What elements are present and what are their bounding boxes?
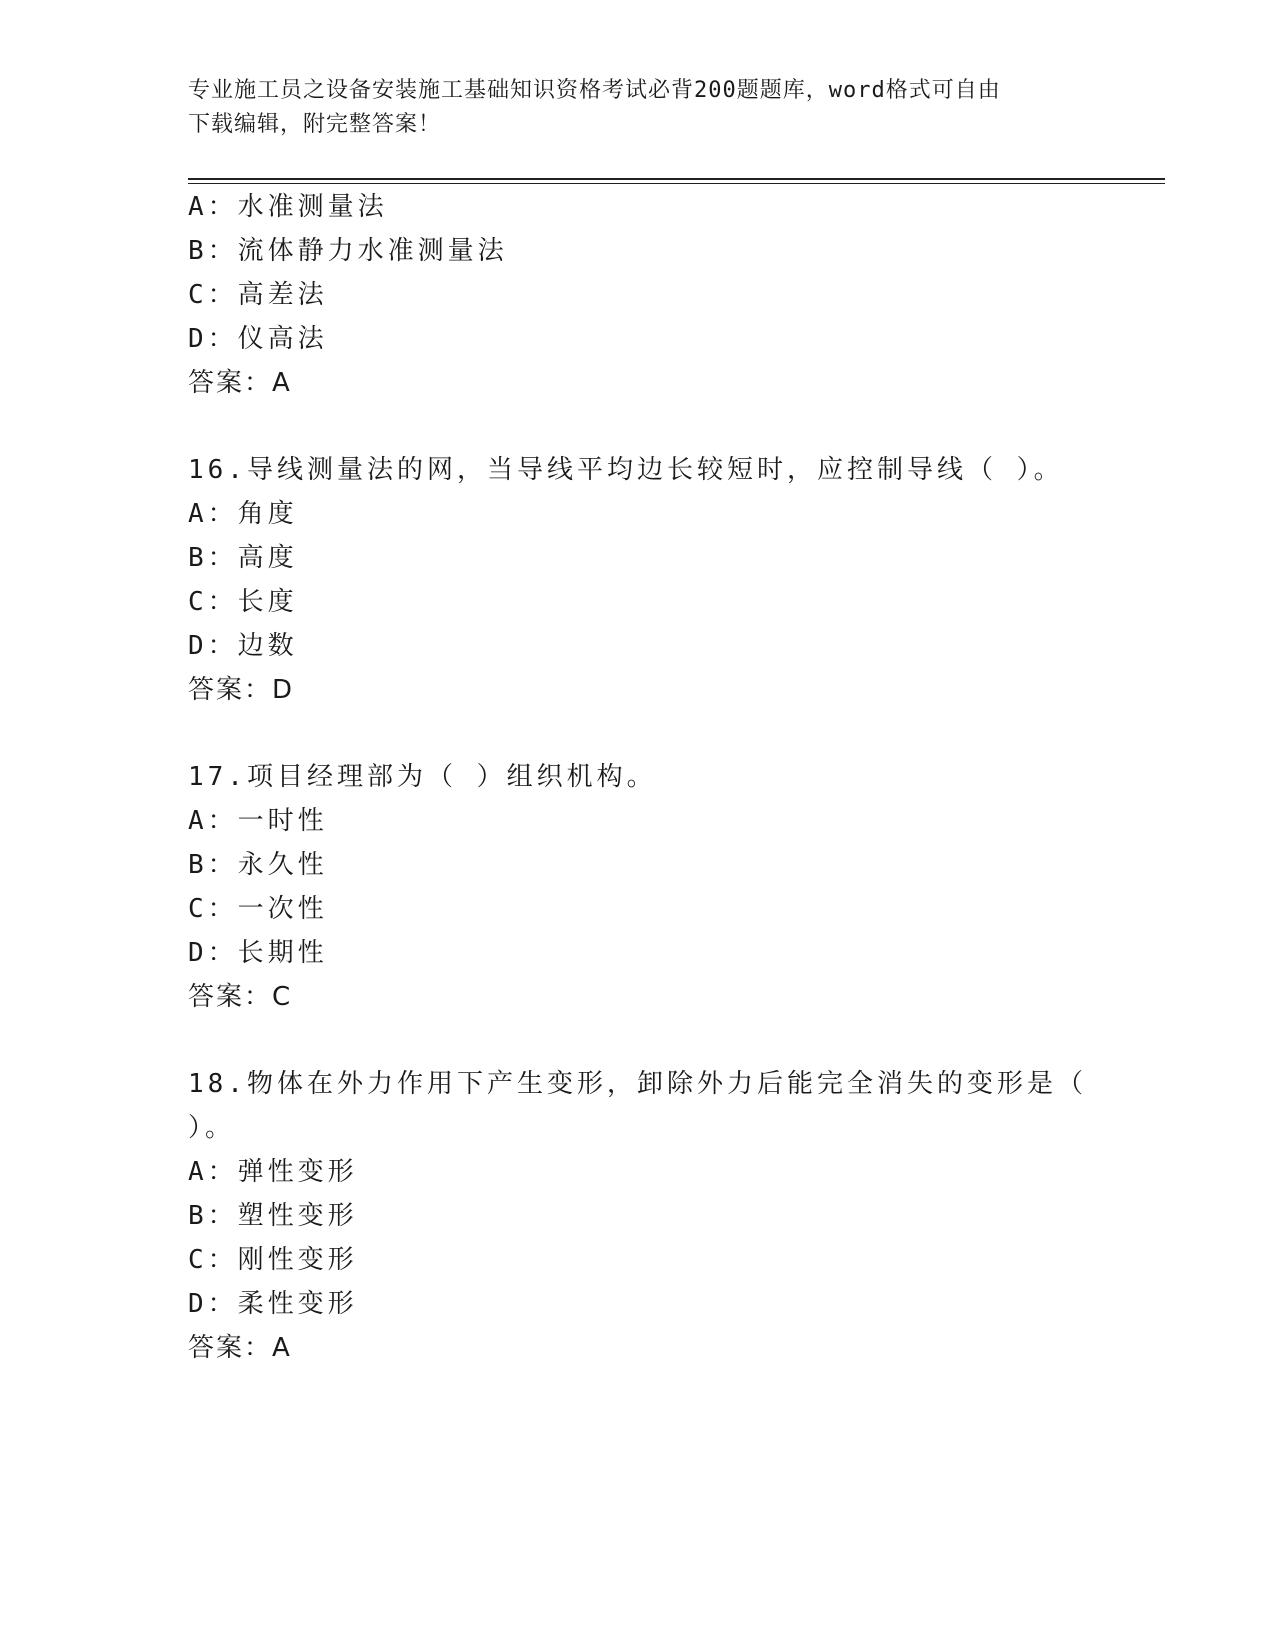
option-d: D：长期性 <box>188 938 328 968</box>
option-c: C：高差法 <box>188 280 328 310</box>
option-d: D：边数 <box>188 631 298 661</box>
question-16: 16.导线测量法的网，当导线平均边长较短时，应控制导线（ ）。 <box>188 455 1064 485</box>
option-b: B：流体静力水准测量法 <box>188 236 508 266</box>
document-header <box>188 74 1068 142</box>
question-18-line-2: ）。 <box>188 1113 236 1143</box>
option-d: D：柔性变形 <box>188 1289 358 1319</box>
header-divider-thin <box>188 183 1165 184</box>
option-a: A：一时性 <box>188 806 328 836</box>
option-b: B：塑性变形 <box>188 1201 358 1231</box>
header-line-1: 专业施工员之设备安装施工基础知识资格考试必背200题题库，word格式可自由 <box>188 78 1001 103</box>
option-d: D：仪高法 <box>188 324 328 354</box>
option-c: C：长度 <box>188 587 298 617</box>
answer-line: 答案：A <box>188 368 292 398</box>
answer-line: 答案：A <box>188 1333 292 1363</box>
option-c: C：一次性 <box>188 894 328 924</box>
option-a: A：弹性变形 <box>188 1157 358 1187</box>
header-line-2: 下载编辑，附完整答案！ <box>188 112 442 137</box>
question-18-line-1: 18.物体在外力作用下产生变形，卸除外力后能完全消失的变形是（ <box>188 1069 1087 1099</box>
question-17: 17.项目经理部为（ ）组织机构。 <box>188 762 657 792</box>
answer-line: 答案：C <box>188 982 293 1012</box>
answer-line: 答案：D <box>188 675 295 705</box>
option-a: A：角度 <box>188 499 298 529</box>
header-divider-thick <box>188 178 1165 180</box>
option-b: B：高度 <box>188 543 298 573</box>
option-c: C：刚性变形 <box>188 1245 358 1275</box>
option-b: B：永久性 <box>188 850 328 880</box>
option-a: A：水准测量法 <box>188 192 388 222</box>
